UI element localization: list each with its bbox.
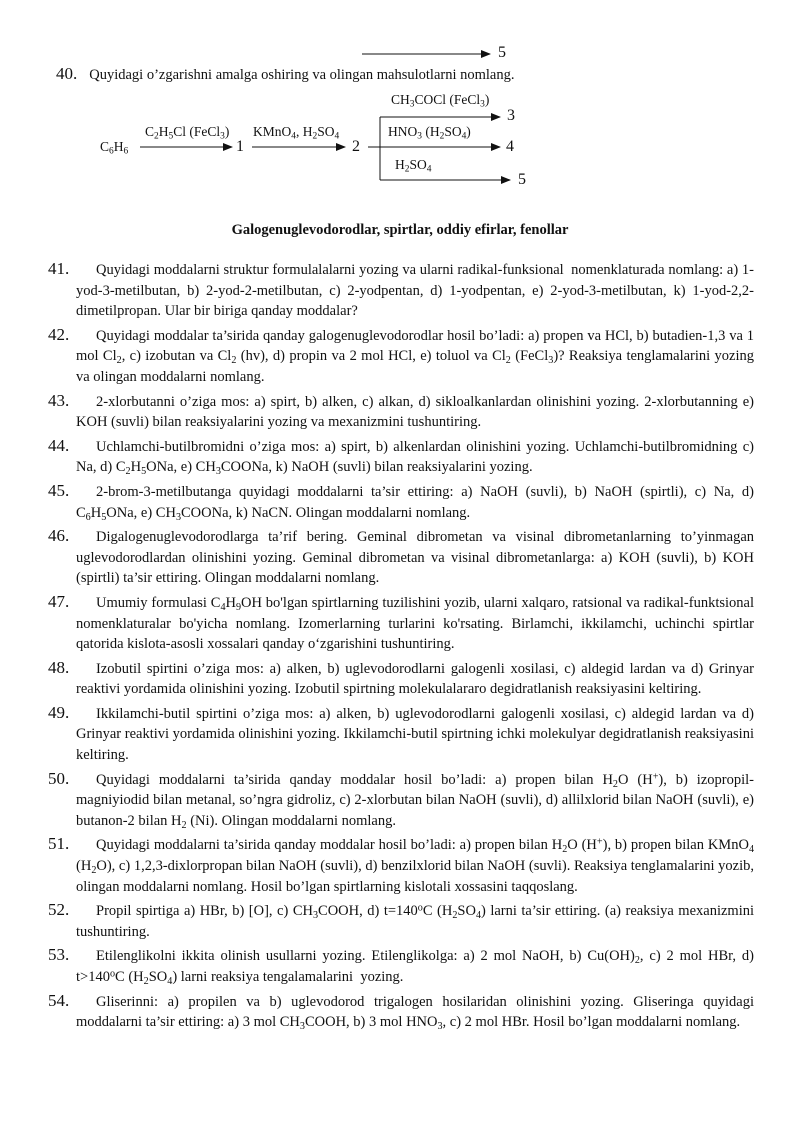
- question-list: [48, 260, 754, 1037]
- question-number: 45.: [48, 480, 70, 500]
- question-number: 49.: [48, 702, 70, 722]
- question-text: Quyidagi moddalar ta’sirida qanday galogenuglevodorodlar hosil bo’ladi: a) propen va HCl, b) butadien-1,3 va 1 mol $Cl_2$, c) izobutan va $Cl_2$ (hv), d) propin va 2 mol HCl, e) toluol va $Cl_2$ (FeCl$_3$)? Reaksiya tenglamalarini yozing va olingan moddalarni nomlang.: [76, 327, 755, 385]
- question-number: 42.: [48, 324, 70, 344]
- question-text: Propil spirtiga a) HBr, b) [O], c) $CH_3COOH$, d) $t=140^oC$ $(H_2SO_4)$ larni ta’sir ettiring. (a) reaksiya mexanizmini tushuntiring.: [76, 902, 754, 940]
- question-item: [48, 392, 754, 433]
- question-number: 47.: [48, 591, 70, 611]
- product-2: 2: [352, 138, 360, 155]
- question-number: 53.: [48, 945, 70, 965]
- question-item: [48, 326, 754, 388]
- product-3: 3: [507, 107, 515, 124]
- reaction-scheme-area: [0, 0, 800, 200]
- question-item: [48, 482, 754, 523]
- start-compound: $C_6H_6$: [100, 139, 129, 157]
- question-item: [48, 992, 754, 1033]
- question-item: [48, 946, 754, 987]
- question-text: Ikkilamchi-butil spirtini o’ziga mos: a) alken, b) uglevodorodlarni galogenli xosilasi, c) aldegid lardan va d) Grinyar reaktivi yordamida olinishini yozing. Ikkilamchi-butil spirtning ichki molekulyar degidratlanish reaksiyasini keltiring.: [76, 705, 754, 764]
- question-40: [56, 64, 515, 84]
- question-text: Quyidagi moddalarni struktur formulalalarni yozing va ularni radikal-funksional nomenklaturada nomlang: a) 1-yod-3-metilbutan, b) 2-yod-2-metilbutan, c) 2-yodpentan, d) 1-yodpentan, e) 2-yod-3-metilbutan, k) 1-yod-2,2-dimetilpropan. Ular bir biriga qanday moddalar?: [76, 262, 754, 320]
- product-4: 4: [506, 138, 514, 155]
- question-text: Umumiy formulasi $C_4H_9OH$ bo'lgan spirtlarning tuzilishini yozib, ularni xalqaro, ratsional va radikal-funktsional nomenklaturalar bo'yicha nomlang. Izomerlarning turlarini ko'rsating. Birlamchi, ikkilamchi, uchinchi spirtlar qatorida kislota-asosli xossalari qanday o‘zgarishini tushuntiring.: [76, 594, 754, 653]
- question-number: 52.: [48, 900, 70, 920]
- question-number: 54.: [48, 990, 70, 1010]
- question-item: [48, 704, 754, 766]
- branch3-reagent: $CH_3COCl$ (FeCl$_3$): [391, 92, 490, 110]
- question-text: Uchlamchi-butilbromidni o’ziga mos: a) spirt, b) alkenlardan olinishini yozing. Uchlamchi-butilbromidning c) Na, d) $C_2H_5ONa$, e) $CH_3COONa$, k) NaOH (suvli) bilan reaksiyalarini yozing.: [76, 438, 754, 478]
- question-text: Quyidagi o’zgarishni amalga oshiring va olingan mahsulotlarni nomlang.: [89, 67, 515, 83]
- product-5-top: 5: [498, 44, 506, 61]
- question-item: [48, 659, 754, 700]
- question-item: [48, 260, 754, 322]
- question-number: 50.: [48, 768, 70, 788]
- question-text: Quyidagi moddalarni ta’sirida qanday moddalar hosil bo’ladi: a) propen bilan $H_2O$ (H+), b) izopropil-magniyiodid bilan metanal, so’ngra gidroliz, c) 2-xlorbutan bilan NaOH (suvli), d) allilxlorid bilan NaOH (suvli), e) butanon-2 bilan $H_2$ (Ni). Olingan moddalarni nomlang.: [76, 771, 754, 831]
- branch4-reagent: $HNO_3$ $(H_2SO_4)$: [388, 124, 471, 142]
- product-5: 5: [518, 171, 526, 188]
- question-text: Gliserinni: a) propilen va b) uglevodorod trigalogen hosilaridan olinishini yozing. Gliseringa quyidagi moddalarni ta’sir ettiring: a) 3 mol $CH_3COOH$, b) 3 mol $HNO_3$, c) 2 mol HBr. Hosil bo’lgan moddalarni nomlang.: [76, 993, 754, 1033]
- question-number: 41.: [48, 259, 70, 278]
- question-number: 48.: [48, 657, 70, 677]
- question-item: [48, 770, 754, 832]
- branch5-reagent: $H_2SO_4$: [395, 157, 432, 175]
- product-1: 1: [236, 138, 244, 155]
- question-number: 43.: [48, 390, 70, 410]
- question-item: [48, 593, 754, 655]
- question-item: [48, 901, 754, 942]
- question-text: Quyidagi moddalarni ta’sirida qanday moddalar hosil bo’ladi: a) propen bilan $H_2O$ (H+), b) propen bilan KMnO$_4$ $(H_2O)$, c) 1,2,3-dixlorpropan bilan NaOH (suvli), d) benzilxlorid bilan NaOH (suvli). Reaksiya tenglamalarini yozib, olingan moddalarni nomlang. Hosil bo’lgan spirtlarning kislotali xossasini taqqoslang.: [76, 836, 754, 895]
- question-number: 51.: [48, 834, 70, 854]
- question-text: Izobutil spirtini o’ziga mos: a) alken, b) uglevodorodlarni galogenli xosilasi, c) aldegid lardan va d) Grinyar reaktivi yordamida olinishini yozing. Izobutil spirtning molekulalararo degidratlanish reaksiyasini keltiring.: [76, 660, 754, 698]
- question-number: 40.: [56, 64, 78, 83]
- question-text: Digalogenuglevodorodlarga ta’rif bering. Geminal dibrometan va visinal dibrometanlarning to’yinmagan uglevodorodlardan olinishini yozing. Geminal dibrometan va visinal dibrometanlarga: a) KOH (suvli), b) KOH (spirtli) ta’sir ettiring. Olingan moddalarni nomlang.: [76, 529, 754, 587]
- step2-reagent: KMnO$_4$, $H_2SO_4$: [253, 124, 340, 142]
- question-text: Etilenglikolni ikkita olinish usullarni yozing. Etilenglikolga: a) 2 mol NaOH, b) $Cu(OH)_2$, c) 2 mol HBr, d) $t>140^oC$ $(H_2SO_4)$ larni reaksiya tengalamalarini yozing.: [76, 948, 754, 987]
- question-text: 2-xlorbutanni o’ziga mos: a) spirt, b) alken, c) alkan, d) sikloalkanlardan olinishini yozing. 2-xlorbutanning e) KOH (suvli) bilan reaksiyalarini yozing va mexanizmini tushuntiring.: [76, 393, 754, 431]
- step1-reagent: $C_2H_5Cl$ (FeCl$_3$): [145, 124, 230, 142]
- question-item: [48, 835, 754, 897]
- question-number: 46.: [48, 526, 70, 546]
- section-title: Galogenuglevodorodlar, spirtlar, oddiy efirlar, fenollar: [231, 222, 569, 238]
- question-item: [48, 437, 754, 478]
- question-item: [48, 527, 754, 589]
- question-number: 44.: [48, 435, 70, 455]
- question-text: 2-brom-3-metilbutanga quyidagi moddalarni ta’sir ettiring: a) NaOH (suvli), b) NaOH (spirtli), c) Na, d) $C_6H_5ONa$, e) $CH_3COONa$, k) NaCN. Olingan moddalarni nomlang.: [76, 483, 754, 523]
